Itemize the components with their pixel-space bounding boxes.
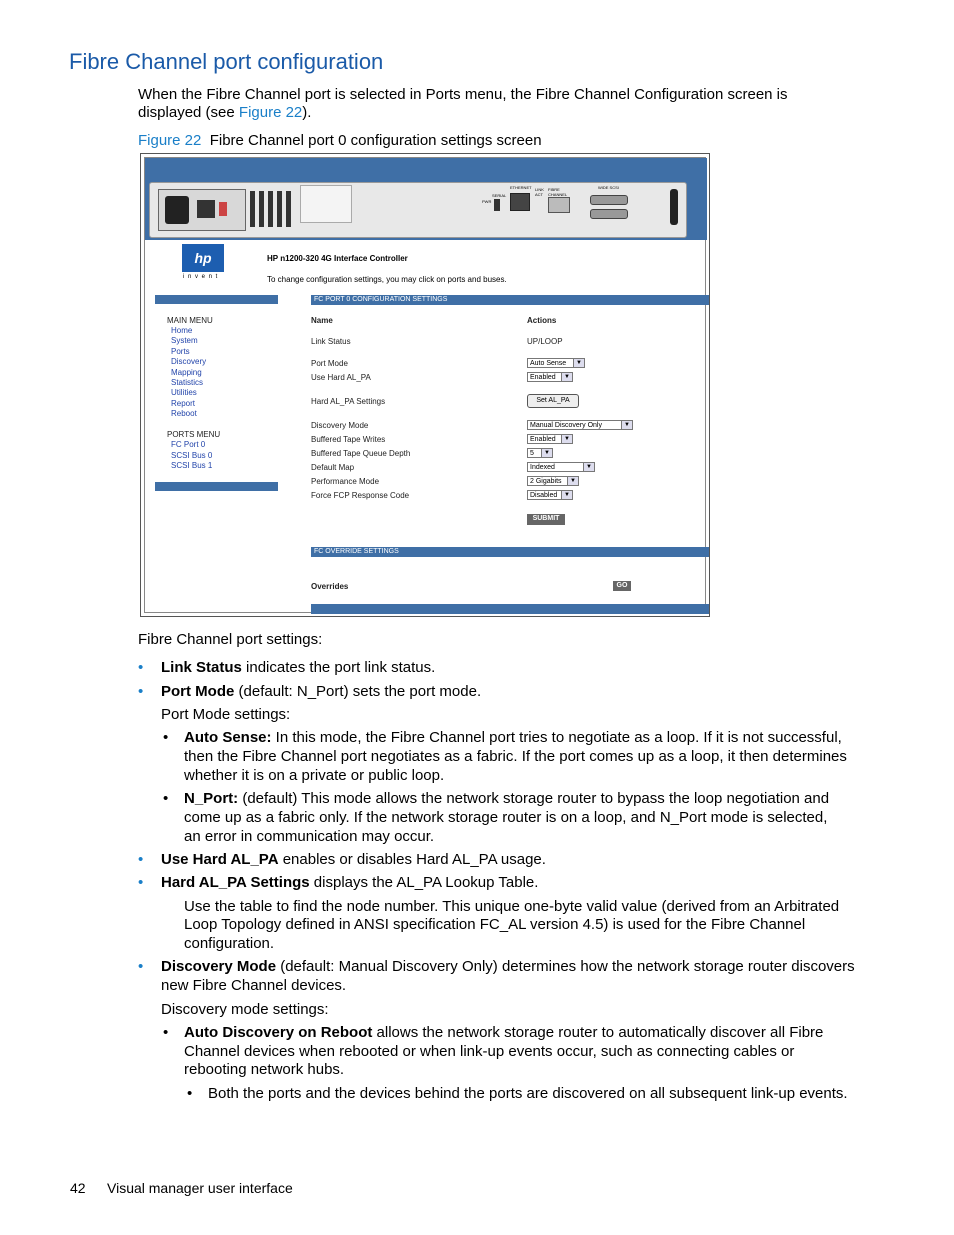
link-status-item <box>161 658 435 677</box>
desc: (default: N_Port) sets the port mode. <box>234 683 482 700</box>
table-l1: Use the table to find the node number. This unique one-byte valid value (derived from an Arbitrated <box>184 898 840 915</box>
bullet-icon: • <box>138 851 144 868</box>
table-l3: configuration. <box>184 935 275 952</box>
hw-link-act-label: LINK ACT <box>535 187 544 197</box>
nport-l2: come up as a fabric only. If the network storage router is on a loop, and N_Port mode is selected, <box>184 809 828 826</box>
menu-report[interactable]: Report <box>171 399 196 408</box>
menu-scsi-bus-0[interactable]: SCSI Bus 0 <box>171 451 213 460</box>
eject-handle <box>670 189 678 225</box>
term: Use Hard AL_PA <box>161 851 279 868</box>
figure-caption-text: Fibre Channel port 0 configuration settings screen <box>209 132 542 149</box>
bullet-icon: • <box>138 683 144 700</box>
discovery-value: Manual Discovery Only <box>530 422 602 429</box>
disc-settings: Discovery mode settings: <box>161 1001 329 1018</box>
queue-depth-value: 5 <box>530 450 534 457</box>
auto-sense-l2: then the Fibre Channel port negotiates as a fabric. If the port comes up as a loop, it then determines <box>184 748 847 765</box>
use-hard-item <box>161 850 546 869</box>
both-ports: Both the ports and the devices behind the ports are discovered on all subsequent link-up events. <box>208 1085 848 1102</box>
term: Auto Discovery on Reboot <box>184 1024 373 1041</box>
performance-value: 2 Gigabits <box>530 478 562 485</box>
figure-caption <box>138 131 542 150</box>
intro-line-2 <box>138 103 311 122</box>
menu-top-bar <box>155 295 278 304</box>
bullet-icon: • <box>138 874 144 891</box>
menu-utilities[interactable]: Utilities <box>171 388 197 397</box>
chevron-down-icon: ▼ <box>573 359 584 367</box>
hw-fibre-label: FIBRE CHANNEL <box>548 187 568 197</box>
menu-bottom-bar <box>155 482 278 491</box>
submit-button[interactable]: SUBMIT <box>527 514 565 525</box>
term: Auto Sense: <box>184 729 272 746</box>
port-mode-item <box>161 682 481 701</box>
hw-serial-label: SERIAL <box>492 193 507 198</box>
menu-reboot[interactable]: Reboot <box>171 409 197 418</box>
bullet-icon: • <box>163 1024 169 1041</box>
default-map-value: Indexed <box>530 464 555 471</box>
bullet-icon: • <box>163 790 169 807</box>
performance-label: Performance Mode <box>311 477 380 486</box>
serial-port[interactable] <box>494 199 500 211</box>
settings-heading: Fibre Channel port settings: <box>138 631 323 648</box>
performance-select[interactable] <box>527 476 579 486</box>
desc: enables or disables Hard AL_PA usage. <box>278 851 546 868</box>
figure-screenshot <box>140 153 710 617</box>
discovery-item <box>161 957 855 976</box>
term: Link Status <box>161 659 242 676</box>
scsi-port-1[interactable] <box>590 209 628 219</box>
power-indicator <box>219 202 227 216</box>
default-map-label: Default Map <box>311 463 355 472</box>
buffered-writes-label: Buffered Tape Writes <box>311 435 386 444</box>
port-mode-label: Port Mode <box>311 359 348 368</box>
default-map-select[interactable] <box>527 462 595 472</box>
hw-wide-scsi-label: WIDE SCSI <box>598 185 619 190</box>
term: Discovery Mode <box>161 958 277 975</box>
menu-system[interactable]: System <box>171 336 198 345</box>
power-module <box>158 189 246 231</box>
ethernet-port[interactable] <box>510 193 530 211</box>
menu-scsi-bus-1[interactable]: SCSI Bus 1 <box>171 461 213 470</box>
product-title: HP n1200-320 4G Interface Controller <box>267 254 408 263</box>
config-header: FC PORT 0 CONFIGURATION SETTINGS <box>311 295 709 305</box>
auto-sense-l3: whether it is on a private or public loop. <box>184 767 445 784</box>
go-button[interactable]: GO <box>613 581 631 591</box>
figure-link[interactable]: Figure 22 <box>238 104 303 121</box>
section-title: Fibre Channel port configuration <box>69 49 384 74</box>
chevron-down-icon: ▼ <box>583 463 594 471</box>
intro-text-end: ). <box>302 104 312 121</box>
footer-title: Visual manager user interface <box>107 1180 293 1196</box>
auto-disc-l3: rebooting network hubs. <box>184 1061 345 1078</box>
ports-menu-heading: PORTS MENU <box>167 430 221 439</box>
intro-line-1: When the Fibre Channel port is selected in Ports menu, the Fibre Channel Configuration screen is <box>138 86 788 103</box>
power-switch[interactable] <box>197 200 215 218</box>
power-socket <box>165 196 189 224</box>
desc: displays the AL_PA Lookup Table. <box>309 874 539 891</box>
desc: In this mode, the Fibre Channel port tries to negotiate as a loop. If it is not successful, <box>271 729 842 746</box>
chevron-down-icon: ▼ <box>561 435 572 443</box>
discovery-label: Discovery Mode <box>311 421 369 430</box>
queue-depth-select[interactable] <box>527 448 553 458</box>
bullet-icon: • <box>138 958 144 975</box>
use-hard-select[interactable] <box>527 372 573 382</box>
figure-label: Figure 22 <box>138 132 202 149</box>
buffered-writes-value: Enabled <box>530 436 556 443</box>
chevron-down-icon: ▼ <box>541 449 552 457</box>
nport-l3: an error in communication may occur. <box>184 828 435 845</box>
bullet-icon: • <box>138 659 144 676</box>
bullet-icon: • <box>187 1085 193 1102</box>
menu-ports[interactable]: Ports <box>171 347 190 356</box>
hw-ethernet-label: ETHERNET <box>510 185 532 190</box>
discovery-select[interactable] <box>527 420 633 430</box>
spec-label <box>300 185 352 223</box>
port-mode-value: Auto Sense <box>530 360 567 367</box>
link-status-label: Link Status <box>311 337 351 346</box>
vent-grille <box>250 191 294 227</box>
queue-depth-label: Buffered Tape Queue Depth <box>311 449 411 458</box>
desc: allows the network storage router to automatically discover all Fibre <box>372 1024 824 1041</box>
col-actions: Actions <box>527 316 557 325</box>
override-bottom-bar <box>311 604 709 614</box>
desc: (default: Manual Discovery Only) determines how the network storage router discovers <box>276 958 855 975</box>
term: Port Mode <box>161 683 235 700</box>
menu-fc-port-0[interactable]: FC Port 0 <box>171 440 206 449</box>
force-fcp-value: Disabled <box>530 492 558 499</box>
instructions: To change configuration settings, you may click on ports and buses. <box>267 275 507 284</box>
overrides-label: Overrides <box>311 582 349 591</box>
use-hard-value: Enabled <box>530 374 556 381</box>
force-fcp-label: Force FCP Response Code <box>311 491 410 500</box>
screenshot-frame <box>144 157 706 613</box>
chevron-down-icon: ▼ <box>561 491 572 499</box>
chevron-down-icon: ▼ <box>621 421 632 429</box>
intro-text: displayed (see <box>138 104 239 121</box>
auto-disc-l1 <box>184 1023 823 1042</box>
set-alpa-button[interactable]: Set AL_PA <box>527 394 579 408</box>
table-l2: Loop Topology defined in ANSI specification FC_AL version 4.5) is used for the Fibre Channel <box>184 916 806 933</box>
menu-statistics[interactable]: Statistics <box>171 378 204 387</box>
link-status-value: UP/LOOP <box>527 337 563 346</box>
bullet-icon: • <box>163 729 169 746</box>
main-menu-heading: MAIN MENU <box>167 316 213 325</box>
page-number: 42 <box>70 1180 86 1196</box>
chevron-down-icon: ▼ <box>561 373 572 381</box>
term: N_Port: <box>184 790 239 807</box>
fibre-channel-port[interactable] <box>548 197 570 213</box>
auto-sense-l1 <box>184 728 842 747</box>
hp-logo: hp <box>182 244 224 272</box>
logo-tagline: i n v e n t <box>183 274 219 280</box>
port-mode-settings: Port Mode settings: <box>161 706 291 723</box>
hardware-faceplate <box>149 182 687 238</box>
hard-settings-item <box>161 873 538 892</box>
col-name: Name <box>311 316 333 325</box>
force-fcp-select[interactable] <box>527 490 573 500</box>
hard-settings-label: Hard AL_PA Settings <box>311 397 386 406</box>
buffered-writes-select[interactable] <box>527 434 573 444</box>
desc: (default) This mode allows the network storage router to bypass the loop negotiation and <box>238 790 830 807</box>
port-mode-select[interactable] <box>527 358 585 368</box>
auto-disc-l2: Channel devices when rebooted or when link-up events occur, such as connecting cables or <box>184 1043 795 1060</box>
term: Hard AL_PA Settings <box>161 874 310 891</box>
hw-power-label: PWR <box>482 199 492 204</box>
menu-mapping[interactable]: Mapping <box>171 368 202 377</box>
desc: indicates the port link status. <box>241 659 436 676</box>
menu-home[interactable]: Home <box>171 326 193 335</box>
chevron-down-icon: ▼ <box>567 477 578 485</box>
override-header: FC OVERRIDE SETTINGS <box>311 547 709 557</box>
use-hard-label: Use Hard AL_PA <box>311 373 371 382</box>
menu-discovery[interactable]: Discovery <box>171 357 207 366</box>
disc-l2: new Fibre Channel devices. <box>161 977 347 994</box>
nport-l1 <box>184 789 829 808</box>
scsi-port-0[interactable] <box>590 195 628 205</box>
